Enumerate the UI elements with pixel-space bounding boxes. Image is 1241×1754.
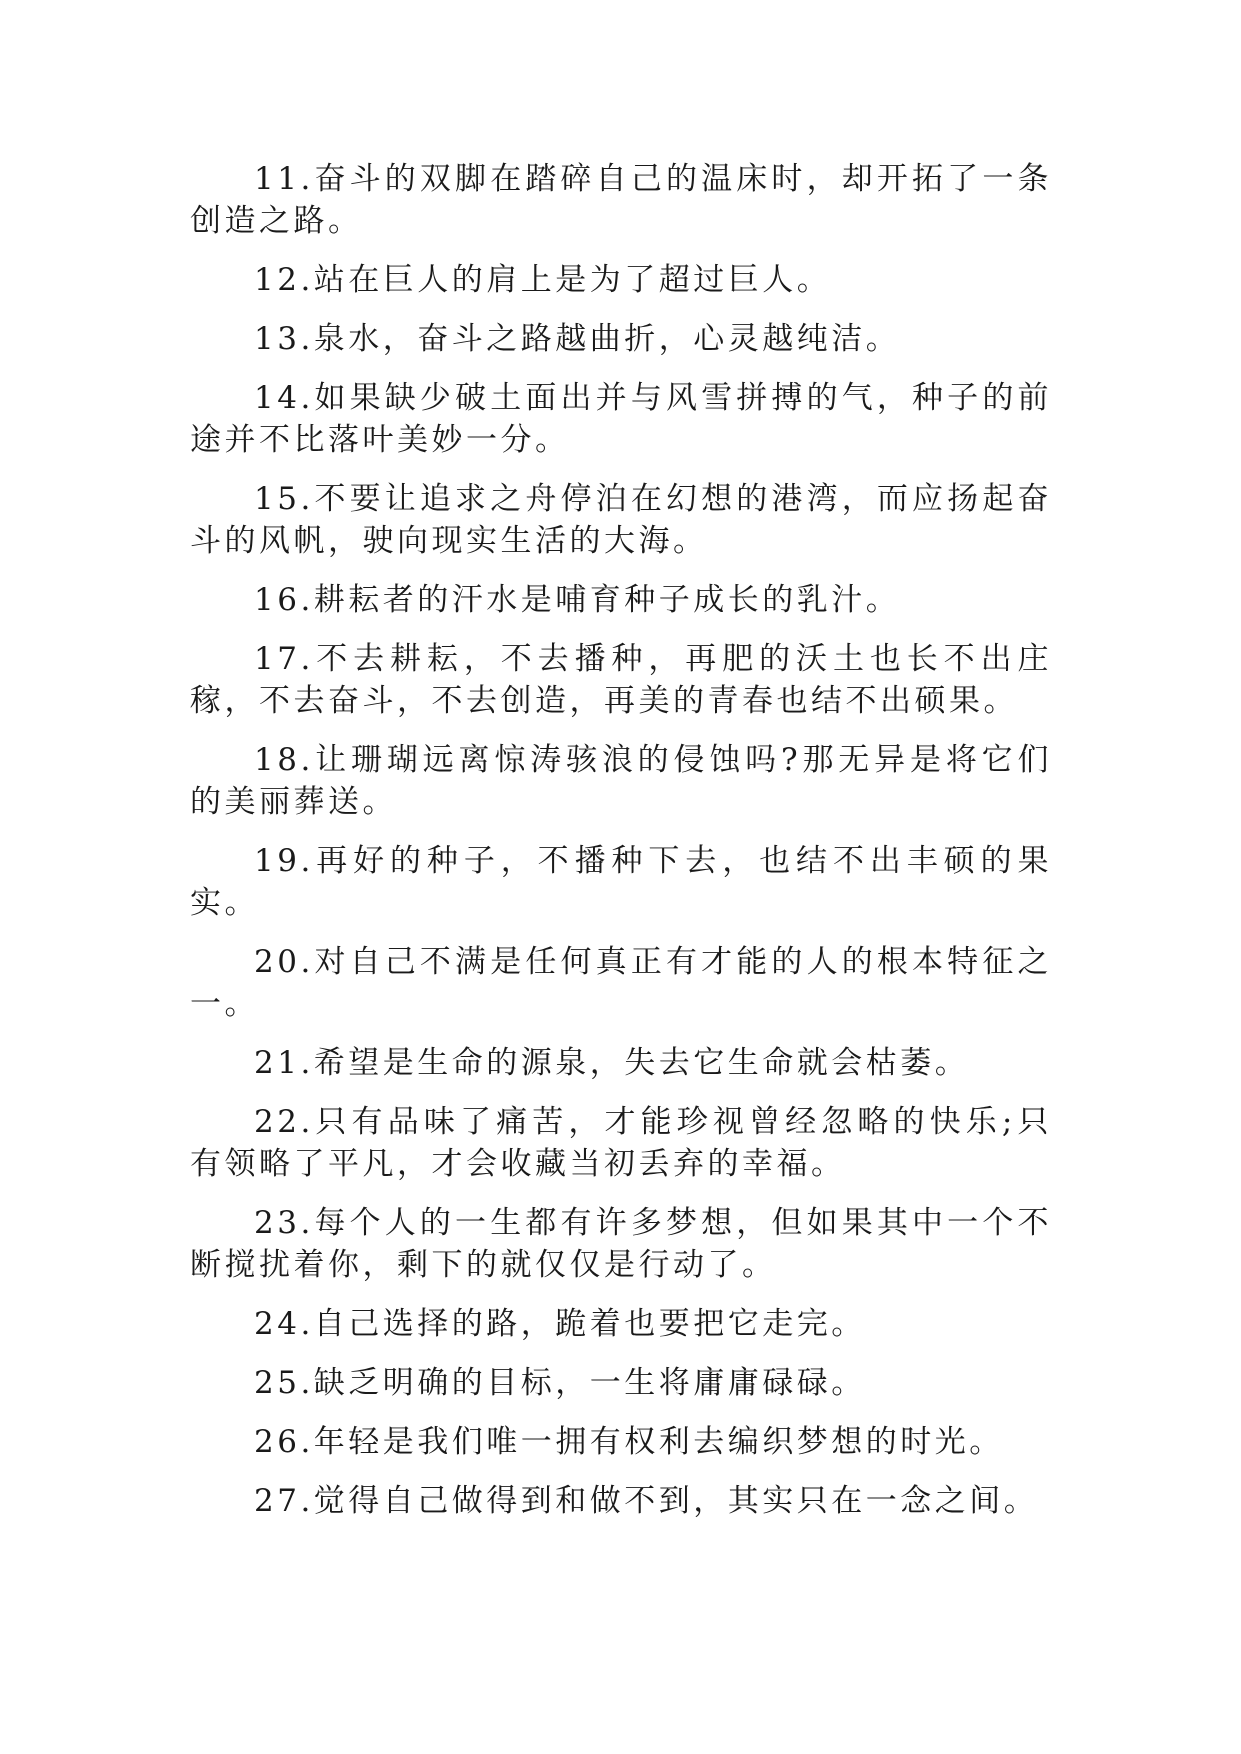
quote-paragraph-13: 13.泉水，奋斗之路越曲折，心灵越纯洁。 xyxy=(254,321,901,357)
quote-paragraph-18: 18.让珊瑚远离惊涛骇浪的侵蚀吗?那无异是将它们的美丽葬送。 xyxy=(190,742,1052,820)
quote-paragraph-12: 12.站在巨人的肩上是为了超过巨人。 xyxy=(254,262,832,298)
quote-paragraph-20: 20.对自己不满是任何真正有才能的人的根本特征之一。 xyxy=(190,944,1052,1022)
quote-paragraph-24: 24.自己选择的路，跪着也要把它走完。 xyxy=(254,1306,866,1342)
quote-paragraph-21: 21.希望是生命的源泉，失去它生命就会枯萎。 xyxy=(254,1045,970,1081)
quote-paragraph-26: 26.年轻是我们唯一拥有权利去编织梦想的时光。 xyxy=(254,1424,1004,1460)
quote-paragraph-27: 27.觉得自己做得到和做不到，其实只在一念之间。 xyxy=(254,1483,1039,1519)
quote-paragraph-19: 19.再好的种子，不播种下去，也结不出丰硕的果实。 xyxy=(190,843,1052,921)
document-body xyxy=(190,158,1052,1539)
quote-paragraph-23: 23.每个人的一生都有许多梦想，但如果其中一个不断搅扰着你，剩下的就仅仅是行动了。 xyxy=(190,1205,1052,1283)
quote-paragraph-15: 15.不要让追求之舟停泊在幻想的港湾，而应扬起奋斗的风帆，驶向现实生活的大海。 xyxy=(190,481,1052,559)
quote-paragraph-17: 17.不去耕耘，不去播种，再肥的沃土也长不出庄稼，不去奋斗，不去创造，再美的青春也结不出硕果。 xyxy=(190,641,1052,719)
quote-paragraph-22: 22.只有品味了痛苦，才能珍视曾经忽略的快乐;只有领略了平凡，才会收藏当初丢弃的幸福。 xyxy=(190,1104,1052,1182)
quote-paragraph-11: 11.奋斗的双脚在踏碎自己的温床时，却开拓了一条创造之路。 xyxy=(190,161,1052,239)
quote-paragraph-25: 25.缺乏明确的目标，一生将庸庸碌碌。 xyxy=(254,1365,866,1401)
quote-paragraph-16: 16.耕耘者的汗水是哺育种子成长的乳汁。 xyxy=(254,582,901,618)
quote-paragraph-14: 14.如果缺少破土面出并与风雪拼搏的气，种子的前途并不比落叶美妙一分。 xyxy=(190,380,1052,458)
